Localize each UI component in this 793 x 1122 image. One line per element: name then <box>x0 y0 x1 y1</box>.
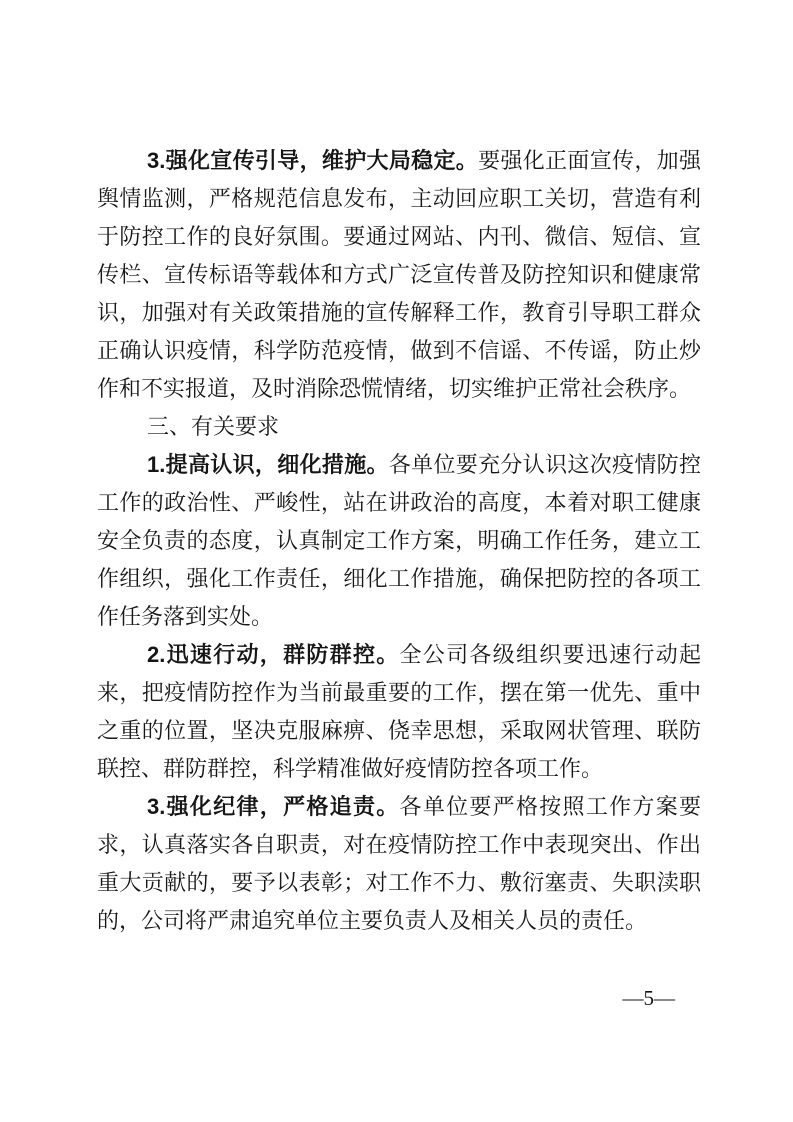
paragraph-raise-awareness <box>97 446 701 636</box>
paragraph-lead: 3.强化纪律，严格追责。 <box>147 794 400 819</box>
paragraph-text: 全公司各级组织要迅速行动起来，把疫情防控作为当前最重要的工作，摆在第一优先、重中之重的位置，坚决克服麻痹、侥幸思想，采取网状管理、联防联控、群防群控，科学精准做好疫情防控各项工作。 <box>97 642 701 781</box>
paragraph-lead: 3.强化宣传引导，维护大局稳定。 <box>147 148 479 173</box>
paragraph-swift-action <box>97 636 701 788</box>
paragraph-text: 要强化正面宣传，加强舆情监测，严格规范信息发布，主动回应职工关切，营造有利于防控工作的良好氛围。要通过网站、内刊、微信、短信、宣传栏、宣传标语等载体和方式广泛宣传普及防控知识和健康常识，加强对有关政策措施的宣传解释工作，教育引导职工群众正确认识疫情，科学防范疫情，做到不信谣、不传谣，防止炒作和不实报道，及时消除恐慌情绪，切实维护正常社会秩序。 <box>97 148 701 401</box>
page-number: —5— <box>622 986 675 1010</box>
paragraph-lead: 1.提高认识，细化措施。 <box>147 452 389 477</box>
document-body <box>97 142 701 940</box>
paragraph-text: 各单位要严格按照工作方案要求，认真落实各自职责，对在疫情防控工作中表现突出、作出重大贡献的，要予以表彰；对工作不力、敷衍塞责、失职渎职的，公司将严肃追究单位主要负责人及相关人员的责任。 <box>97 794 701 933</box>
page-footer <box>623 986 676 1011</box>
paragraph-strengthen-discipline <box>97 788 701 940</box>
paragraph-lead: 2.迅速行动，群防群控。 <box>147 642 400 667</box>
paragraph-text: 各单位要充分认识这次疫情防控工作的政治性、严峻性，站在讲政治的高度，本着对职工健康安全负责的态度，认真制定工作方案，明确工作任务，建立工作组织，强化工作责任，细化工作措施，确保把防控的各项工作任务落到实处。 <box>97 452 701 629</box>
section-heading-related-requirements <box>97 408 701 446</box>
paragraph-propaganda-guidance <box>97 142 701 408</box>
heading-text: 三、有关要求 <box>147 414 280 439</box>
